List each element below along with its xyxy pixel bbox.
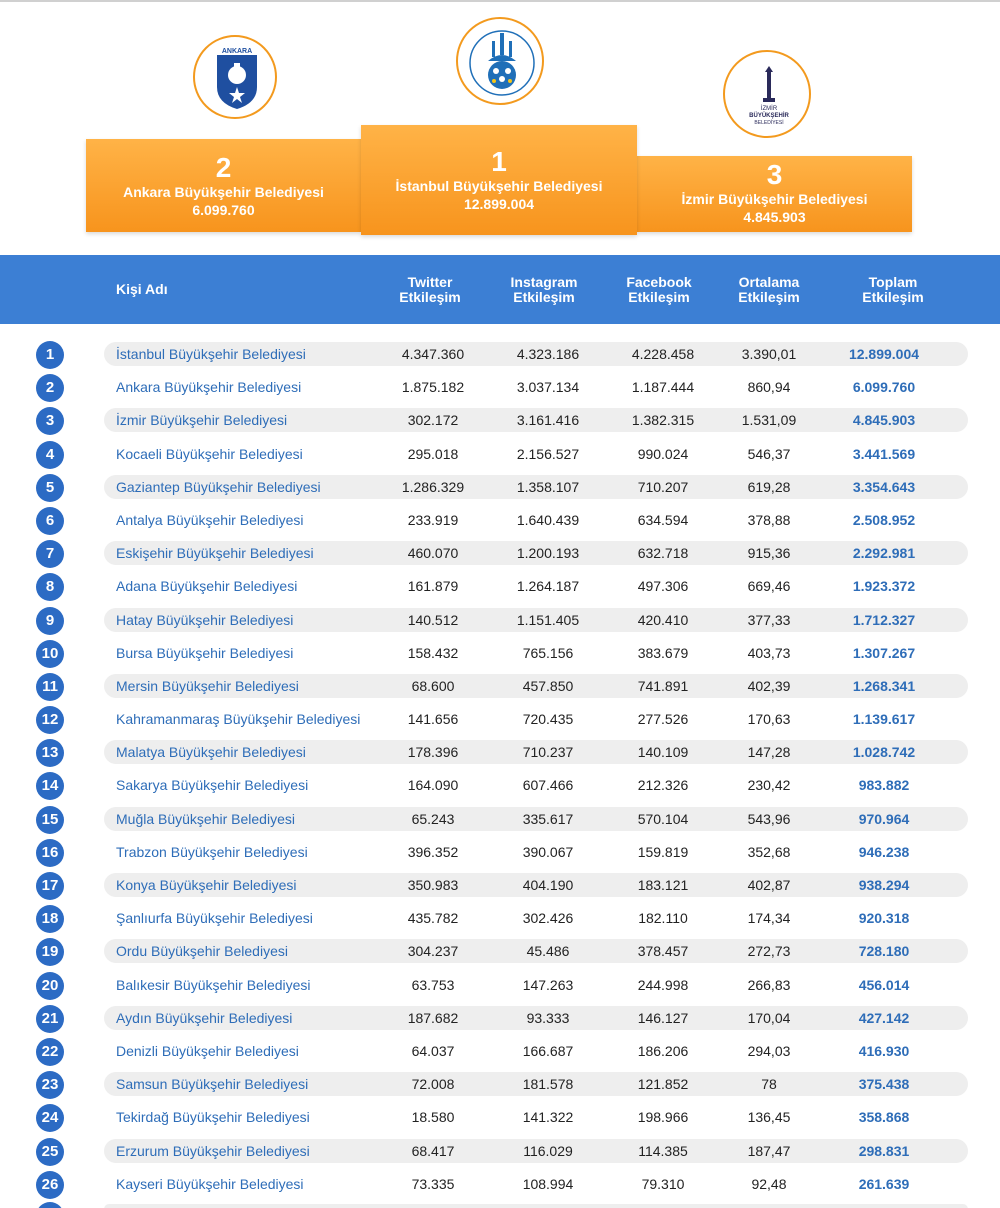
table-row — [0, 869, 1000, 902]
table-row — [0, 1068, 1000, 1101]
row-ortalama: 230,42 — [747, 777, 791, 794]
row-name[interactable]: Kahramanmaraş Büyükşehir Belediyesi — [116, 711, 361, 728]
row-toplam: 970.964 — [858, 810, 910, 827]
row-twitter: 158.432 — [407, 644, 459, 661]
row-name[interactable]: Kocaeli Büyükşehir Belediyesi — [116, 445, 303, 462]
row-toplam: 1.923.372 — [852, 578, 916, 595]
row-facebook: 140.109 — [637, 744, 689, 761]
row-facebook: 121.852 — [637, 1076, 689, 1093]
row-name[interactable]: Eskişehir Büyükşehir Belediyesi — [116, 545, 314, 562]
row-ortalama: 543,96 — [747, 810, 791, 827]
row-instagram: 4.323.186 — [516, 346, 580, 362]
row-toplam: 1.712.327 — [852, 611, 916, 628]
row-toplam: 1.028.742 — [852, 744, 916, 761]
row-facebook: 4.228.458 — [631, 346, 695, 362]
row-instagram: 1.640.439 — [516, 511, 580, 528]
row-instagram: 1.264.187 — [516, 578, 580, 595]
table-row — [0, 803, 1000, 836]
row-twitter: 18.580 — [411, 1109, 455, 1126]
row-name[interactable]: Balıkesir Büyükşehir Belediyesi — [116, 976, 311, 993]
row-name[interactable]: Malatya Büyükşehir Belediyesi — [116, 744, 306, 761]
row-name[interactable]: Mersin Büyükşehir Belediyesi — [116, 677, 299, 694]
istanbul-municipality-logo-icon — [456, 17, 544, 105]
row-ortalama: 174,34 — [747, 910, 791, 927]
rank-badge: 24 — [36, 1104, 64, 1132]
row-instagram: 147.263 — [522, 976, 574, 993]
row-facebook: 990.024 — [637, 445, 689, 462]
table-row — [0, 769, 1000, 802]
header-ortalama-line1: Ortalama — [738, 274, 800, 290]
row-facebook: 632.718 — [637, 545, 689, 562]
row-facebook: 497.306 — [637, 578, 689, 595]
row-facebook: 710.207 — [637, 478, 689, 495]
row-twitter: 141.656 — [407, 711, 459, 728]
row-twitter: 140.512 — [407, 611, 459, 628]
header-ortalama-line2: Etkileşim — [738, 289, 800, 305]
row-toplam: 298.831 — [858, 1142, 910, 1159]
table-row — [0, 902, 1000, 935]
rank-badge: 19 — [36, 938, 64, 966]
row-facebook: 277.526 — [637, 711, 689, 728]
row-ortalama: 3.390,01 — [741, 346, 797, 362]
table-row — [0, 471, 1000, 504]
row-twitter: 435.782 — [407, 910, 459, 927]
row-name[interactable]: Trabzon Büyükşehir Belediyesi — [116, 843, 308, 860]
row-ortalama: 136,45 — [747, 1109, 791, 1126]
rank-badge: 12 — [36, 706, 64, 734]
table-row — [0, 703, 1000, 736]
table-row — [0, 1135, 1000, 1168]
row-instagram: 2.156.527 — [516, 445, 580, 462]
podium-total: 12.899.004 — [463, 196, 535, 212]
izmir-municipality-logo-icon — [723, 50, 811, 138]
row-toplam: 2.292.981 — [852, 545, 916, 562]
row-toplam: 946.238 — [858, 843, 910, 860]
row-ortalama: 377,33 — [747, 611, 791, 628]
rank-badge: 26 — [36, 1171, 64, 1199]
row-ortalama: 669,46 — [747, 578, 791, 595]
header-toplam-line1: Toplam — [868, 274, 918, 290]
podium-rank: 2 — [215, 152, 232, 183]
ankara-logo-text: ANKARA — [221, 48, 253, 55]
row-toplam: 1.268.341 — [852, 677, 916, 694]
header-instagram-line2: Etkileşim — [513, 289, 575, 305]
rank-badge: 21 — [36, 1005, 64, 1033]
table-row — [0, 404, 1000, 437]
row-facebook: 1.187.444 — [631, 379, 695, 396]
row-ortalama: 378,88 — [747, 511, 791, 528]
next-row-peek — [104, 1204, 968, 1208]
row-ortalama: 147,28 — [747, 744, 791, 761]
row-instagram: 390.067 — [522, 843, 574, 860]
row-name[interactable]: Şanlıurfa Büyükşehir Belediyesi — [116, 910, 313, 927]
row-toplam: 1.139.617 — [852, 711, 916, 728]
podium-name: İzmir Büyükşehir Belediyesi — [681, 191, 868, 207]
row-facebook: 570.104 — [637, 810, 689, 827]
header-instagram-line1: Instagram — [510, 274, 578, 290]
podium-rank: 3 — [766, 159, 783, 190]
row-toplam: 358.868 — [858, 1109, 910, 1126]
row-name[interactable]: Tekirdağ Büyükşehir Belediyesi — [116, 1109, 310, 1126]
row-twitter: 63.753 — [411, 976, 455, 993]
row-toplam: 261.639 — [858, 1175, 910, 1192]
header-toplam — [843, 275, 943, 305]
row-toplam: 920.318 — [858, 910, 910, 927]
row-toplam: 3.441.569 — [852, 445, 916, 462]
ranking-table-body — [0, 338, 1000, 1201]
header-facebook — [609, 275, 709, 305]
row-ortalama: 546,37 — [747, 445, 791, 462]
rank-badge: 20 — [36, 972, 64, 1000]
row-twitter: 73.335 — [411, 1175, 455, 1192]
row-twitter: 304.237 — [407, 943, 459, 960]
row-instagram: 45.486 — [526, 943, 570, 960]
row-facebook: 146.127 — [637, 1009, 689, 1026]
table-row — [0, 836, 1000, 869]
podium-first-place — [361, 125, 637, 235]
podium-total: 4.845.903 — [743, 209, 806, 225]
row-ortalama: 403,73 — [747, 644, 791, 661]
row-twitter: 68.417 — [411, 1142, 455, 1159]
row-facebook: 383.679 — [637, 644, 689, 661]
rank-badge: 23 — [36, 1071, 64, 1099]
row-ortalama: 1.531,09 — [741, 412, 797, 429]
row-ortalama: 266,83 — [747, 976, 791, 993]
row-instagram: 710.237 — [522, 744, 574, 761]
podium-name: İstanbul Büyükşehir Belediyesi — [395, 178, 603, 194]
row-toplam: 12.899.004 — [848, 346, 920, 362]
row-facebook: 420.410 — [637, 611, 689, 628]
row-ortalama: 92,48 — [751, 1175, 787, 1192]
header-twitter — [380, 275, 480, 305]
rank-badge: 13 — [36, 739, 64, 767]
table-row — [0, 935, 1000, 968]
row-facebook: 159.819 — [637, 843, 689, 860]
row-facebook: 244.998 — [637, 976, 689, 993]
row-instagram: 3.037.134 — [516, 379, 580, 396]
row-twitter: 1.875.182 — [401, 379, 465, 396]
row-name[interactable]: Hatay Büyükşehir Belediyesi — [116, 611, 294, 628]
row-instagram: 166.687 — [522, 1042, 574, 1059]
row-ortalama: 170,04 — [747, 1009, 791, 1026]
row-twitter: 295.018 — [407, 445, 459, 462]
row-toplam: 456.014 — [858, 976, 910, 993]
row-twitter: 233.919 — [407, 511, 459, 528]
row-toplam: 728.180 — [858, 943, 910, 960]
row-facebook: 378.457 — [637, 943, 689, 960]
row-name[interactable]: Antalya Büyükşehir Belediyesi — [116, 511, 304, 528]
rank-badge: 14 — [36, 772, 64, 800]
row-ortalama: 187,47 — [747, 1142, 791, 1159]
row-twitter: 178.396 — [407, 744, 459, 761]
row-toplam: 2.508.952 — [852, 511, 916, 528]
rank-badge: 4 — [36, 441, 64, 469]
row-instagram: 335.617 — [522, 810, 574, 827]
table-header — [0, 255, 1000, 324]
table-row — [0, 637, 1000, 670]
row-twitter: 302.172 — [407, 412, 459, 429]
row-name[interactable]: İstanbul Büyükşehir Belediyesi — [116, 346, 306, 362]
row-facebook: 186.206 — [637, 1042, 689, 1059]
row-toplam: 4.845.903 — [852, 412, 916, 429]
header-instagram — [494, 275, 594, 305]
row-instagram: 765.156 — [522, 644, 574, 661]
row-facebook: 1.382.315 — [631, 412, 695, 429]
header-twitter-line1: Twitter — [407, 274, 453, 290]
row-name[interactable]: Adana Büyükşehir Belediyesi — [116, 578, 298, 595]
row-instagram: 1.200.193 — [516, 545, 580, 562]
header-ortalama — [719, 275, 819, 305]
row-name[interactable]: Ankara Büyükşehir Belediyesi — [116, 379, 302, 396]
row-ortalama: 170,63 — [747, 711, 791, 728]
podium-third-place — [637, 156, 912, 232]
rank-badge: 10 — [36, 640, 64, 668]
row-toplam: 416.930 — [858, 1042, 910, 1059]
row-facebook: 114.385 — [638, 1142, 688, 1159]
row-instagram: 607.466 — [522, 777, 574, 794]
row-facebook: 741.891 — [637, 677, 689, 694]
table-row — [0, 1002, 1000, 1035]
rank-badge: 7 — [36, 540, 64, 568]
row-ortalama: 860,94 — [747, 379, 791, 396]
podium-second-place — [86, 139, 361, 232]
row-toplam: 6.099.760 — [852, 379, 916, 396]
rank-badge: 17 — [36, 872, 64, 900]
podium-total: 6.099.760 — [192, 202, 255, 218]
row-instagram: 457.850 — [522, 677, 574, 694]
row-name[interactable]: Gaziantep Büyükşehir Belediyesi — [116, 478, 321, 495]
row-twitter: 350.983 — [407, 877, 459, 893]
rank-badge: 16 — [36, 839, 64, 867]
row-twitter: 396.352 — [407, 843, 459, 860]
row-instagram: 720.435 — [522, 711, 574, 728]
row-name[interactable]: Kayseri Büyükşehir Belediyesi — [116, 1175, 304, 1192]
row-facebook: 79.310 — [641, 1175, 685, 1192]
table-row — [0, 537, 1000, 570]
table-row — [0, 1101, 1000, 1134]
row-twitter: 72.008 — [411, 1076, 455, 1093]
row-ortalama: 294,03 — [747, 1042, 791, 1059]
row-facebook: 182.110 — [638, 910, 688, 927]
row-name[interactable]: Sakarya Büyükşehir Belediyesi — [116, 777, 309, 794]
row-ortalama: 915,36 — [747, 545, 791, 562]
row-name[interactable]: Erzurum Büyükşehir Belediyesi — [116, 1142, 310, 1159]
rank-badge: 15 — [36, 806, 64, 834]
row-facebook: 198.966 — [637, 1109, 689, 1126]
ankara-municipality-logo-icon — [193, 35, 277, 119]
row-ortalama: 352,68 — [747, 843, 791, 860]
row-twitter: 161.879 — [407, 578, 459, 595]
rank-badge: 2 — [36, 374, 64, 402]
row-twitter: 68.600 — [411, 677, 455, 694]
rank-badge: 18 — [36, 905, 64, 933]
rank-badge: 3 — [36, 407, 64, 435]
row-instagram: 1.151.405 — [516, 611, 580, 628]
row-toplam: 983.882 — [858, 777, 910, 794]
row-twitter: 187.682 — [407, 1009, 459, 1026]
row-name[interactable]: Denizli Büyükşehir Belediyesi — [116, 1042, 299, 1059]
table-row — [0, 604, 1000, 637]
row-ortalama: 272,73 — [747, 943, 791, 960]
row-name[interactable]: Konya Büyükşehir Belediyesi — [116, 877, 297, 893]
row-twitter: 65.243 — [411, 810, 455, 827]
header-twitter-line2: Etkileşim — [399, 289, 461, 305]
header-name: Kişi Adı — [116, 281, 168, 297]
rank-badge: 1 — [36, 341, 64, 369]
row-instagram: 93.333 — [526, 1009, 570, 1026]
row-instagram: 181.578 — [522, 1076, 574, 1093]
row-instagram: 3.161.416 — [516, 412, 580, 429]
row-instagram: 141.322 — [522, 1109, 574, 1126]
rank-badge: 8 — [36, 573, 64, 601]
izmir-logo-text-3: BELEDİYESİ — [754, 120, 784, 126]
row-twitter: 64.037 — [411, 1042, 455, 1059]
podium-rank: 1 — [491, 146, 507, 177]
row-instagram: 302.426 — [522, 910, 574, 927]
table-row — [0, 1168, 1000, 1201]
row-ortalama: 402,39 — [747, 677, 791, 694]
row-name[interactable]: Bursa Büyükşehir Belediyesi — [116, 644, 294, 661]
rank-badge: 11 — [36, 673, 64, 701]
row-twitter: 1.286.329 — [401, 478, 465, 495]
top-divider — [0, 0, 1000, 2]
header-toplam-line2: Etkileşim — [862, 289, 924, 305]
table-row — [0, 338, 1000, 371]
row-facebook: 212.326 — [637, 777, 689, 794]
table-row — [0, 504, 1000, 537]
table-row — [0, 371, 1000, 404]
header-facebook-line1: Facebook — [626, 274, 692, 290]
row-toplam: 427.142 — [858, 1009, 910, 1026]
rank-badge: 9 — [36, 607, 64, 635]
rank-badge: 25 — [36, 1138, 64, 1166]
table-row — [0, 438, 1000, 471]
row-name[interactable]: Muğla Büyükşehir Belediyesi — [116, 810, 295, 827]
row-facebook: 183.121 — [637, 877, 689, 893]
izmir-logo-text-2: BÜYÜKŞEHİR — [749, 113, 789, 119]
table-row — [0, 570, 1000, 603]
row-name[interactable]: Ordu Büyükşehir Belediyesi — [116, 943, 288, 960]
row-instagram: 108.994 — [522, 1175, 574, 1192]
row-toplam: 1.307.267 — [852, 644, 916, 661]
row-ortalama: 78 — [761, 1076, 777, 1093]
row-toplam: 938.294 — [858, 877, 910, 893]
row-name[interactable]: Aydın Büyükşehir Belediyesi — [116, 1009, 293, 1026]
row-instagram: 404.190 — [522, 877, 574, 893]
next-rank-badge-peek — [36, 1202, 64, 1208]
rank-badge: 22 — [36, 1038, 64, 1066]
row-toplam: 375.438 — [858, 1076, 910, 1093]
row-name[interactable]: İzmir Büyükşehir Belediyesi — [116, 412, 288, 429]
row-toplam: 3.354.643 — [852, 478, 916, 495]
row-ortalama: 402,87 — [747, 877, 791, 893]
podium-name: Ankara Büyükşehir Belediyesi — [123, 184, 324, 200]
table-row — [0, 736, 1000, 769]
row-twitter: 460.070 — [407, 545, 459, 562]
table-row — [0, 670, 1000, 703]
row-name[interactable]: Samsun Büyükşehir Belediyesi — [116, 1076, 309, 1093]
row-instagram: 116.029 — [523, 1142, 573, 1159]
table-row — [0, 969, 1000, 1002]
rank-badge: 5 — [36, 474, 64, 502]
row-facebook: 634.594 — [637, 511, 689, 528]
row-ortalama: 619,28 — [747, 478, 791, 495]
row-instagram: 1.358.107 — [516, 478, 580, 495]
izmir-logo-text-1: İZMİR — [760, 106, 778, 112]
row-twitter: 164.090 — [407, 777, 459, 794]
row-twitter: 4.347.360 — [401, 346, 465, 362]
rank-badge: 6 — [36, 507, 64, 535]
header-facebook-line2: Etkileşim — [628, 289, 690, 305]
table-row — [0, 1035, 1000, 1068]
